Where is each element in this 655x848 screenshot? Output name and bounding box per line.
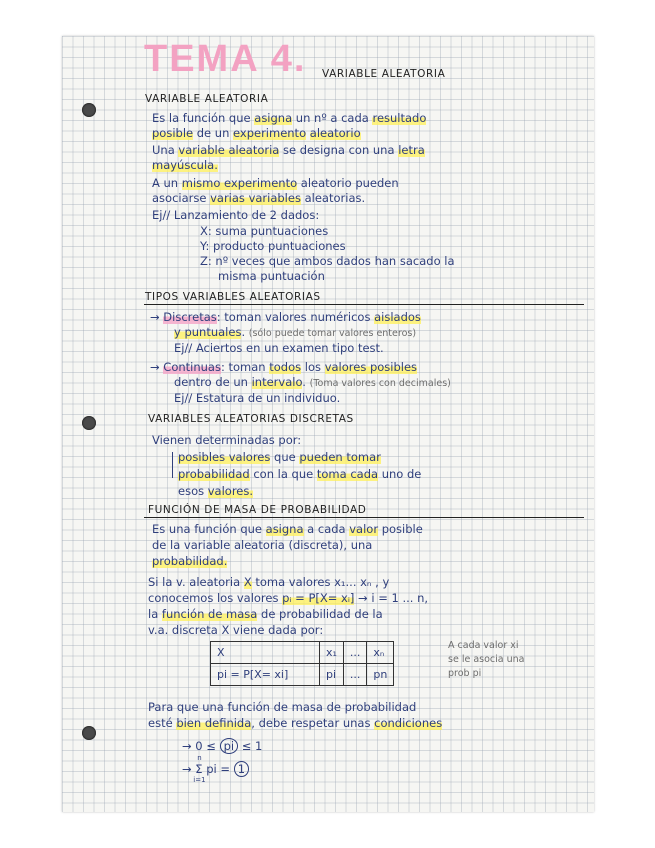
section-heading: VARIABLES ALEATORIAS DISCRETAS: [148, 413, 354, 425]
table-cell: pn: [367, 664, 394, 686]
bracket-line: [172, 452, 173, 478]
table-cell: pi: [320, 664, 344, 686]
text-line: esos valores.: [178, 484, 254, 498]
text-line: Si la v. aleatoria X toma valores x₁... xₙ , y: [148, 575, 390, 589]
text-line: asociarse varias variables aleatorias.: [152, 191, 366, 205]
table-cell: ...: [343, 642, 367, 664]
text-line: conocemos los valores pᵢ = P[X= xᵢ] → i = 1 ... n,: [148, 591, 429, 605]
text-line: de la variable aleatoria (discreta), una: [152, 538, 373, 552]
text-line: la función de masa de probabilidad de la: [148, 607, 383, 621]
text-line: posible de un experimento aleatorio: [152, 126, 361, 140]
text-line: y puntuales. (sólo puede tomar valores enteros): [174, 325, 417, 339]
condition-line: → 0 ≤ pi ≤ 1: [182, 739, 263, 753]
text-line: Vienen determinadas por:: [152, 433, 302, 447]
text-line: probabilidad.: [152, 554, 228, 568]
page-subtitle: VARIABLE ALEATORIA: [322, 68, 446, 80]
heading-underline: [144, 517, 584, 518]
text-line: Para que una función de masa de probabilidad: [148, 700, 417, 714]
probability-table: [210, 641, 394, 686]
page-title: TEMA 4.: [144, 38, 307, 80]
text-line: Ej// Aciertos en un examen tipo test.: [174, 341, 384, 355]
text-line: probabilidad con la que toma cada uno de: [178, 467, 422, 481]
text-line: Ej// Estatura de un individuo.: [174, 391, 341, 405]
table-row: [211, 664, 394, 686]
text-line: A un mismo experimento aleatorio pueden: [152, 176, 399, 190]
text-line: Una variable aleatoria se designa con una letra: [152, 143, 425, 157]
text-line: esté bien definida, debe respetar unas condiciones: [148, 716, 443, 730]
text-line: v.a. discreta X viene dada por:: [148, 623, 324, 637]
table-cell: xₙ: [367, 642, 394, 664]
text-line: Es la función que asigna un nº a cada resultado: [152, 111, 427, 125]
section-heading: VARIABLE ALEATORIA: [145, 93, 269, 105]
text-line: dentro de un intervalo. (Toma valores con decimales): [174, 375, 451, 389]
section-heading: FUNCIÓN DE MASA DE PROBABILIDAD: [148, 504, 367, 516]
side-note: prob pi: [448, 668, 482, 679]
table-cell: x₁: [320, 642, 344, 664]
text-line: Es una función que asigna a cada valor posible: [152, 522, 423, 536]
text-line: mayúscula.: [152, 158, 218, 172]
punch-hole: [82, 726, 96, 740]
punch-hole: [82, 416, 96, 430]
text-line: Ej// Lanzamiento de 2 dados:: [152, 208, 320, 222]
section-heading: TIPOS VARIABLES ALEATORIAS: [145, 291, 321, 303]
text-line: posibles valores que pueden tomar: [178, 450, 381, 464]
side-note: A cada valor xi: [448, 640, 519, 651]
text-line: → Discretas: toman valores numéricos aislados: [150, 310, 421, 324]
table-cell: pi = P[X= xi]: [211, 664, 320, 686]
heading-underline: [144, 304, 584, 305]
text-line: → Continuas: toman todos los valores posibles: [150, 360, 418, 374]
table-cell: ...: [343, 664, 367, 686]
text-line: Z: nº veces que ambos dados han sacado la: [200, 254, 455, 268]
side-note: se le asocia una: [448, 654, 525, 665]
condition-line: → n Σ i=1 pi = 1: [182, 762, 249, 776]
text-line: Y: producto puntuaciones: [200, 239, 346, 253]
table-cell: X: [211, 642, 320, 664]
punch-hole: [82, 103, 96, 117]
text-line: X: suma puntuaciones: [200, 224, 329, 238]
table-row: [211, 642, 394, 664]
text-line: misma puntuación: [218, 269, 325, 283]
